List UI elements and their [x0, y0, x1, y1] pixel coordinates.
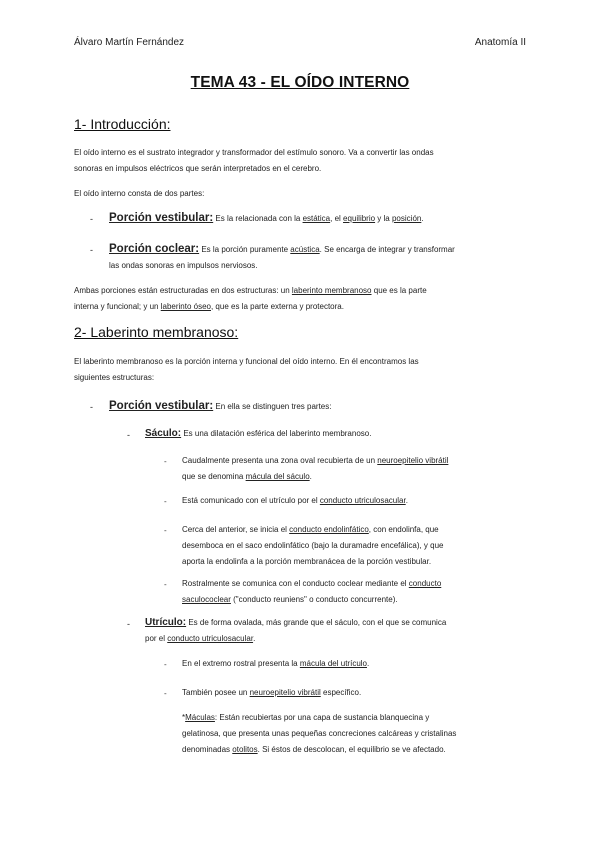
- paragraph: [74, 283, 526, 315]
- underlined-term: conducto utriculosacular: [319, 496, 406, 505]
- bullet-dash: -: [164, 580, 167, 589]
- text: Es la relacionada con la: [213, 214, 303, 223]
- text: Es de forma ovalada, más grande que el sáculo, con el que se comunica: [186, 618, 447, 627]
- bullet-dash: -: [164, 497, 167, 506]
- text: En el extremo rostral presenta la: [182, 659, 300, 668]
- text: . Se encarga de integrar y transformar: [319, 245, 455, 254]
- text: , con endolinfa, que: [368, 525, 439, 534]
- text: por el: [145, 634, 168, 643]
- bullet-dash: -: [164, 660, 167, 669]
- list-item: [109, 210, 424, 227]
- underlined-term: conducto: [408, 579, 442, 588]
- text: En ella se distinguen tres partes:: [213, 402, 332, 411]
- page-title: TEMA 43 - EL OÍDO INTERNO: [190, 74, 410, 91]
- bullet-dash: -: [164, 457, 167, 466]
- text: : Están recubiertas por una capa de sustancia blanquecina y: [214, 713, 430, 722]
- text: y la: [375, 214, 392, 223]
- text-line: siguientes estructuras:: [74, 373, 155, 382]
- text-line: El laberinto membranoso es la porción interna y funcional del oído interno. En él encontramos las: [74, 357, 419, 366]
- text: que es la parte: [371, 286, 427, 295]
- underlined-term: posición: [391, 214, 422, 223]
- underlined-term: mácula del sáculo: [245, 472, 310, 481]
- term: Sáculo:: [145, 428, 182, 439]
- bullet-dash: -: [90, 245, 93, 255]
- list-item: [182, 685, 361, 701]
- underlined-term: estática: [302, 214, 331, 223]
- underlined-term: Máculas: [185, 713, 215, 722]
- text: Es una dilatación esférica del laberinto membranoso.: [181, 429, 372, 438]
- header-course: Anatomía II: [474, 37, 526, 48]
- bullet-dash: -: [127, 430, 130, 440]
- text: .: [367, 659, 370, 668]
- text: que se denomina: [182, 472, 246, 481]
- underlined-term: equilibrio: [343, 214, 376, 223]
- paragraph: [74, 354, 526, 386]
- text: denominadas: [182, 745, 233, 754]
- text: Cerca del anterior, se inicia el: [182, 525, 290, 534]
- term: Utrículo:: [145, 617, 187, 628]
- underlined-term: neuroepitelio vibrátil: [377, 456, 449, 465]
- text: , el: [330, 214, 344, 223]
- text: También posee un: [182, 688, 250, 697]
- underlined-term: laberinto membranoso: [291, 286, 372, 295]
- text: .: [405, 496, 408, 505]
- underlined-term: laberinto óseo: [160, 302, 211, 311]
- underlined-term: otolitos: [232, 745, 258, 754]
- text: Es la porción puramente: [199, 245, 291, 254]
- header-author: Álvaro Martín Fernández: [74, 37, 185, 48]
- term: Porción coclear:: [109, 243, 200, 255]
- bullet-dash: -: [164, 689, 167, 698]
- list-item: [182, 493, 408, 509]
- paragraph: El oído interno consta de dos partes:: [74, 189, 205, 198]
- list-item: [182, 576, 527, 608]
- list-item-saculo: [145, 426, 371, 442]
- text: .: [309, 472, 312, 481]
- text-line: las ondas sonoras en impulsos nerviosos.: [109, 261, 258, 270]
- bullet-dash: -: [90, 214, 93, 224]
- text: .: [253, 634, 256, 643]
- underlined-term: neuroepitelio vibrátil: [249, 688, 321, 697]
- section-heading-introduction: 1- Introducción:: [74, 116, 171, 132]
- note-maculas: [182, 710, 532, 758]
- underlined-term: conducto utriculosacular: [167, 634, 254, 643]
- bullet-dash: -: [127, 619, 130, 629]
- underlined-term: saculococlear: [182, 595, 231, 604]
- term: Porción vestibular:: [109, 212, 214, 224]
- list-item: [109, 241, 529, 274]
- list-item: [182, 656, 369, 672]
- bullet-dash: -: [90, 402, 93, 412]
- text: .: [421, 214, 424, 223]
- underlined-term: conducto endolinfático: [289, 525, 369, 534]
- paragraph: [74, 145, 526, 177]
- text: Caudalmente presenta una zona oval recubierta de un: [182, 456, 378, 465]
- text-line: El oído interno es el sustrato integrador y transformador del estímulo sonoro. Va a convertir las ondas: [74, 148, 434, 157]
- underlined-term: mácula del utrículo: [299, 659, 367, 668]
- text-line: gelatinosa, que presenta unas pequeñas concreciones calcáreas y cristalinas: [182, 729, 457, 738]
- text-line: aporta la endolinfa a la porción membranácea de la porción vestibular.: [182, 557, 432, 566]
- text: Rostralmente se comunica con el conducto coclear mediante el: [182, 579, 409, 588]
- list-item: [109, 398, 331, 415]
- text: ("conducto reuniens" o conducto concurrente).: [230, 595, 398, 604]
- text: interna y funcional; y un: [74, 302, 161, 311]
- list-item: [182, 522, 527, 570]
- text: *: [182, 713, 186, 722]
- text-line: sonoras en impulsos eléctricos que serán interpretados en el cerebro.: [74, 164, 322, 173]
- text: , que es la parte externa y protectora.: [210, 302, 344, 311]
- section-heading-laberinto-membranoso: 2- Laberinto membranoso:: [74, 324, 239, 340]
- text-line: desemboca en el saco endolinfático (bajo la duramadre encefálica), y que: [182, 541, 444, 550]
- text: Ambas porciones están estructuradas en dos estructuras: un: [74, 286, 292, 295]
- text: Está comunicado con el utrículo por el: [182, 496, 320, 505]
- underlined-term: acústica: [290, 245, 320, 254]
- text: . Si éstos de descolocan, el equilibrio se ve afectado.: [257, 745, 446, 754]
- term: Porción vestibular:: [109, 400, 214, 412]
- bullet-dash: -: [164, 526, 167, 535]
- list-item: [182, 453, 527, 485]
- list-item-utriculo: [145, 615, 530, 647]
- text: específico.: [320, 688, 362, 697]
